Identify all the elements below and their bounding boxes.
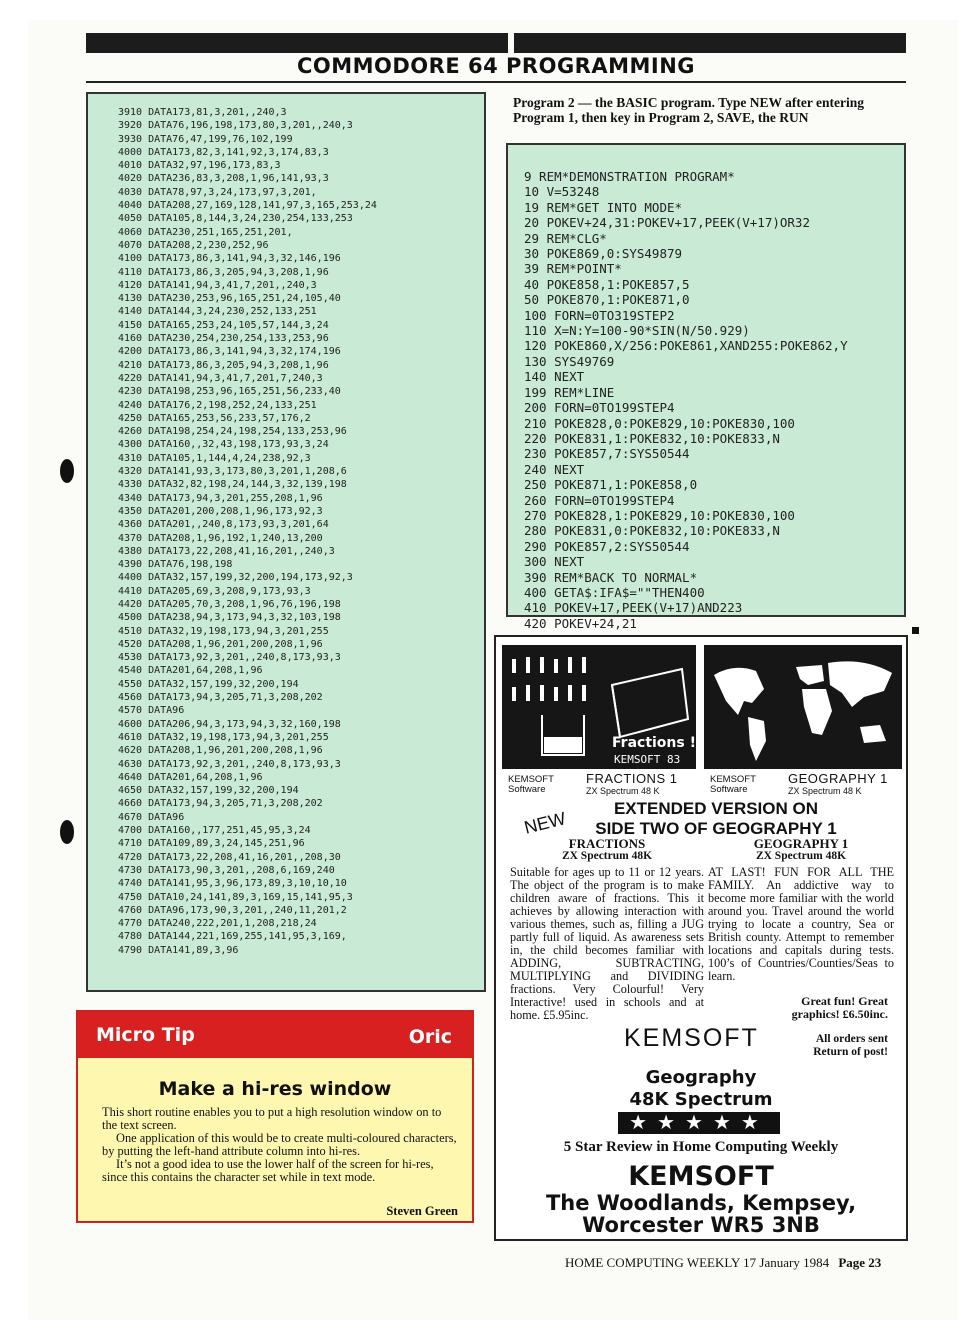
fractions-title: FRACTIONS [568,836,646,851]
world-map-artwork [704,645,902,769]
geography-body: AT LAST! FUN FOR ALL THE FAMILY. An addictive way to become more familiar with the world around you. Travel around the world trying to locate a country, Sea or British county. Attempt to remember locations and capitals during tests. 100’s of Countries/Counties/Seas to learn. [708,865,894,983]
page-footer [565,1255,881,1271]
data-listing [86,92,486,992]
star-rating: ★★★★★ [618,1112,780,1134]
code-line: 250 POKE871,1:POKE858,0 [524,477,698,493]
code-line: 4200 DATA173,86,3,141,94,3,32,174,196 [118,346,341,358]
code-line: 3920 DATA76,196,198,173,80,3,201,,240,3 [118,120,353,132]
code-line: 4750 DATA10,24,141,89,3,169,15,141,95,3 [118,891,353,903]
micro-tip-paragraph: One application of this would be to create multi-coloured characters, by putting the left-hand attribute column into hi-res. [102,1131,457,1158]
header-bar-notch [508,33,514,53]
code-line: 400 GETA$:IFA$=""THEN400 [524,584,705,600]
code-line: 29 REM*CLG* [524,230,607,246]
publisher-software: Software [710,784,748,795]
code-line: 4740 DATA141,95,3,96,173,89,3,10,10,10 [118,878,347,890]
code-line: 4300 DATA160,,32,43,198,173,93,3,24 [118,439,329,451]
code-line: 4410 DATA205,69,3,208,9,173,93,3 [118,585,311,597]
code-line: 4370 DATA208,1,96,192,1,240,13,200 [118,532,323,544]
geo-48k-line-2: 48K Spectrum [629,1089,773,1110]
code-line: 4250 DATA165,253,56,233,57,176,2 [118,412,311,424]
code-line: 40 POKE858,1:POKE857,5 [524,276,690,292]
code-line: 4530 DATA173,92,3,201,,240,8,173,93,3 [118,652,341,664]
code-line: 20 POKEV+24,31:POKEV+17,PEEK(V+17)OR32 [524,215,810,231]
star-review: 5 Star Review in Home Computing Weekly [563,1139,839,1155]
code-line: 4210 DATA173,86,3,205,94,3,208,1,96 [118,359,329,371]
code-line: 4100 DATA173,86,3,141,94,3,32,146,196 [118,253,341,265]
code-line: 4710 DATA109,89,3,24,145,251,96 [118,838,305,850]
code-line: 110 X=N:Y=100-90*SIN(N/50.929) [524,323,750,339]
geography-title: GEOGRAPHY 1 [753,836,849,851]
code-line: 4790 DATA141,89,3,96 [118,944,239,956]
fractions-art-sub: KEMSOFT 83 [614,753,681,766]
code-line: 4600 DATA206,94,3,173,94,3,32,160,198 [118,718,341,730]
code-line: 140 NEXT [524,369,585,385]
address-name: KEMSOFT [628,1161,774,1192]
code-line: 4700 DATA160,,177,251,45,95,3,24 [118,825,311,837]
code-line: 4070 DATA208,2,230,252,96 [118,239,269,251]
program2-caption: Program 2 — the BASIC program. Type NEW after entering Program 1, then key in Program 2, SAVE, the RUN [513,95,864,125]
code-line: 4000 DATA173,82,3,141,92,3,174,83,3 [118,146,329,158]
code-line: 3930 DATA76,47,199,76,102,199 [118,133,293,145]
code-line: 4130 DATA230,253,96,165,251,24,105,40 [118,293,341,305]
address-line-1: The Woodlands, Kempsey, [545,1191,857,1215]
code-line: 199 REM*LINE [524,384,615,400]
code-line: 420 POKEV+24,21 [524,615,637,631]
world-map-icon [704,645,902,769]
code-line: 4420 DATA205,70,3,208,1,96,76,196,198 [118,598,341,610]
code-line: 4150 DATA165,253,24,105,57,144,3,24 [118,319,329,331]
fractions-column [510,837,704,1022]
geography-publisher [710,775,756,795]
fractions-sub: ZX Spectrum 48K [561,850,653,862]
micro-tip-paragraph: It’s not a good idea to use the lower half of the screen for hi-res, since this contains the character set while in text mode. [102,1157,434,1184]
code-line: 4620 DATA208,1,96,201,200,208,1,96 [118,745,323,757]
code-line: 4040 DATA208,27,169,128,141,97,3,165,253,24 [118,200,377,212]
code-line: 4050 DATA105,8,144,3,24,230,254,133,253 [118,213,353,225]
code-line: 4220 DATA141,94,3,41,7,201,7,240,3 [118,372,323,384]
code-line: 130 SYS49769 [524,353,615,369]
code-line: 4560 DATA173,94,3,205,71,3,208,202 [118,692,323,704]
extended-line-2: SIDE TWO OF GEOGRAPHY 1 [595,819,837,838]
code-line: 4230 DATA198,253,96,165,251,56,233,40 [118,386,341,398]
code-line: 4780 DATA144,221,169,255,141,95,3,169, [118,931,347,943]
heading-rule [86,81,906,83]
code-line: 290 POKE857,2:SYS50544 [524,538,690,554]
code-line: 410 POKEV+17,PEEK(V+17)AND223 [524,600,743,616]
binding-hole-top [60,459,74,483]
address-line-2: Worcester WR5 3NB [582,1213,820,1237]
code-line: 4350 DATA201,200,208,1,96,173,92,3 [118,505,323,517]
code-line: 210 POKE828,0:POKE829,10:POKE830,100 [524,415,795,431]
code-line: 4400 DATA32,157,199,32,200,194,173,92,3 [118,572,353,584]
code-line: 100 FORN=0TO319STEP2 [524,307,675,323]
code-line: 4650 DATA32,157,199,32,200,194 [118,785,299,797]
micro-tip-header [78,1012,472,1058]
code-line: 4610 DATA32,19,198,173,94,3,201,255 [118,731,329,743]
code-line: 4630 DATA173,92,3,201,,240,8,173,93,3 [118,758,341,770]
code-line: 4020 DATA236,83,3,208,1,96,141,93,3 [118,173,329,185]
code-line: 4330 DATA32,82,198,24,144,3,32,139,198 [118,479,347,491]
code-line: 220 POKE831,1:POKE832,10:POKE833,N [524,430,780,446]
code-line: 4310 DATA105,1,144,4,24,238,92,3 [118,452,311,464]
fractions-product-platform: ZX Spectrum 48 K [586,786,660,796]
footer-publication: HOME COMPUTING WEEKLY 17 January 1984 [565,1255,830,1270]
code-line: 280 POKE831,0:POKE832,10:POKE833,N [524,523,780,539]
code-line: 4730 DATA173,90,3,201,,208,6,169,240 [118,864,335,876]
code-line: 3910 DATA173,81,3,201,,240,3 [118,107,287,118]
kemsoft-logo: KEMSOFT [624,1024,759,1052]
code-line: 4770 DATA240,222,201,1,208,218,24 [118,918,317,930]
code-line: 270 POKE828,1:POKE829,10:POKE830,100 [524,507,795,523]
page-number: Page 23 [838,1255,882,1270]
micro-tip-platform: Oric [408,1026,452,1048]
code-line: 240 NEXT [524,461,585,477]
code-line: 4570 DATA96 [118,705,185,717]
geography-product [788,773,888,797]
code-line: 4260 DATA198,254,24,198,254,133,253,96 [118,426,347,438]
micro-tip-body [102,1106,458,1184]
code-line: 300 NEXT [524,554,585,570]
fractions-publisher [508,775,554,795]
code-line: 4760 DATA96,173,90,3,201,,240,11,201,2 [118,904,347,916]
publisher-name: KEMSOFT [508,774,554,785]
code-line: 120 POKE860,X/256:POKE861,XAND255:POKE862,Y [524,338,848,354]
geo-48k-line-1: Geography [645,1067,757,1088]
code-line: 4060 DATA230,251,165,251,201, [118,226,293,238]
basic-listing [506,143,906,631]
great-fun-text: Great fun! Great graphics! £6.50inc. [791,994,888,1021]
code-line: 4720 DATA173,22,208,41,16,201,,208,30 [118,851,341,863]
fractions-product-name: FRACTIONS 1 [586,771,678,786]
code-line: 4540 DATA201,64,208,1,96 [118,665,263,677]
publisher-software: Software [508,784,546,795]
code-line: 10 V=53248 [524,184,600,200]
code-line: 4360 DATA201,,240,8,173,93,3,201,64 [118,519,329,531]
code-line: 4510 DATA32,19,198,173,94,3,201,255 [118,625,329,637]
code-line: 4550 DATA32,157,199,32,200,194 [118,678,299,690]
geography-product-name: GEOGRAPHY 1 [788,771,888,786]
edge-mark [912,627,919,634]
micro-tip-title: Make a hi-res window [158,1078,392,1100]
code-line: 39 REM*POINT* [524,261,622,277]
code-line: 50 POKE870,1:POKE871,0 [524,292,690,308]
code-line: 4500 DATA238,94,3,173,94,3,32,103,198 [118,612,341,624]
code-line: 4140 DATA144,3,24,230,252,133,251 [118,306,317,318]
header-bar [86,33,906,53]
code-line: 4390 DATA76,198,198 [118,559,233,571]
code-line: 4340 DATA173,94,3,201,255,208,1,96 [118,492,323,504]
code-line: 230 POKE857,7:SYS50544 [524,446,690,462]
code-line: 4030 DATA78,97,3,24,173,97,3,201, [118,186,317,198]
section-heading: COMMODORE 64 PROGRAMMING [296,54,696,78]
code-line: 4660 DATA173,94,3,205,71,3,208,202 [118,798,323,810]
code-line: 260 FORN=0TO199STEP4 [524,492,675,508]
code-line: 4640 DATA201,64,208,1,96 [118,771,263,783]
code-line: 19 REM*GET INTO MODE* [524,199,683,215]
code-line: 200 FORN=0TO199STEP4 [524,400,675,416]
code-line: 390 REM*BACK TO NORMAL* [524,569,698,585]
fractions-body: Suitable for ages up to 11 or 12 years. The object of the program is to make children aware of fractions. This it achieves by allowing interaction with various themes, such as, filling a JUG partly full of liquid. As awareness sets in, the child becomes familiar with ADDING, SUBTRACTING, MULTIPLYING and DIVIDING fractions. Very Colourful! Very Interactive! used in schools and at home. £5.95inc. [510,865,704,1022]
code-line: 4320 DATA141,93,3,173,80,3,201,1,208,6 [118,466,347,478]
micro-tip-author: Steven Green [386,1204,458,1218]
code-line: 4670 DATA96 [118,811,185,823]
code-line: 4380 DATA173,22,208,41,16,201,,240,3 [118,545,335,557]
fractions-artwork [502,645,696,769]
code-line: 4240 DATA176,2,198,252,24,133,251 [118,399,317,411]
micro-tip-label: Micro Tip [96,1024,195,1046]
publisher-name: KEMSOFT [710,774,756,785]
code-line: 4010 DATA32,97,196,173,83,3 [118,160,281,172]
code-line: 30 POKE869,0:SYS49879 [524,246,683,262]
new-label: NEW [522,808,568,838]
code-line: 9 REM*DEMONSTRATION PROGRAM* [524,169,735,184]
binding-hole-bottom [60,820,74,844]
geography-product-platform: ZX Spectrum 48 K [788,786,862,796]
micro-tip-box [76,1010,474,1223]
code-line: 4120 DATA141,94,3,41,7,201,,240,3 [118,279,317,291]
geography-sub: ZX Spectrum 48K [755,850,847,862]
fractions-art-title: Fractions ! [612,735,696,751]
code-line: 4160 DATA230,254,230,254,133,253,96 [118,333,329,345]
kemsoft-advert [494,635,908,1241]
code-line: 4520 DATA208,1,96,201,200,208,1,96 [118,638,323,650]
micro-tip-paragraph: This short routine enables you to put a high resolution window on to the text screen. [102,1105,442,1132]
code-line: 4110 DATA173,86,3,205,94,3,208,1,96 [118,266,329,278]
extended-line-1: EXTENDED VERSION ON [613,799,819,818]
orders-text: All orders sent Return of post! [813,1033,888,1058]
fractions-product [586,773,677,797]
geography-column [708,837,894,983]
